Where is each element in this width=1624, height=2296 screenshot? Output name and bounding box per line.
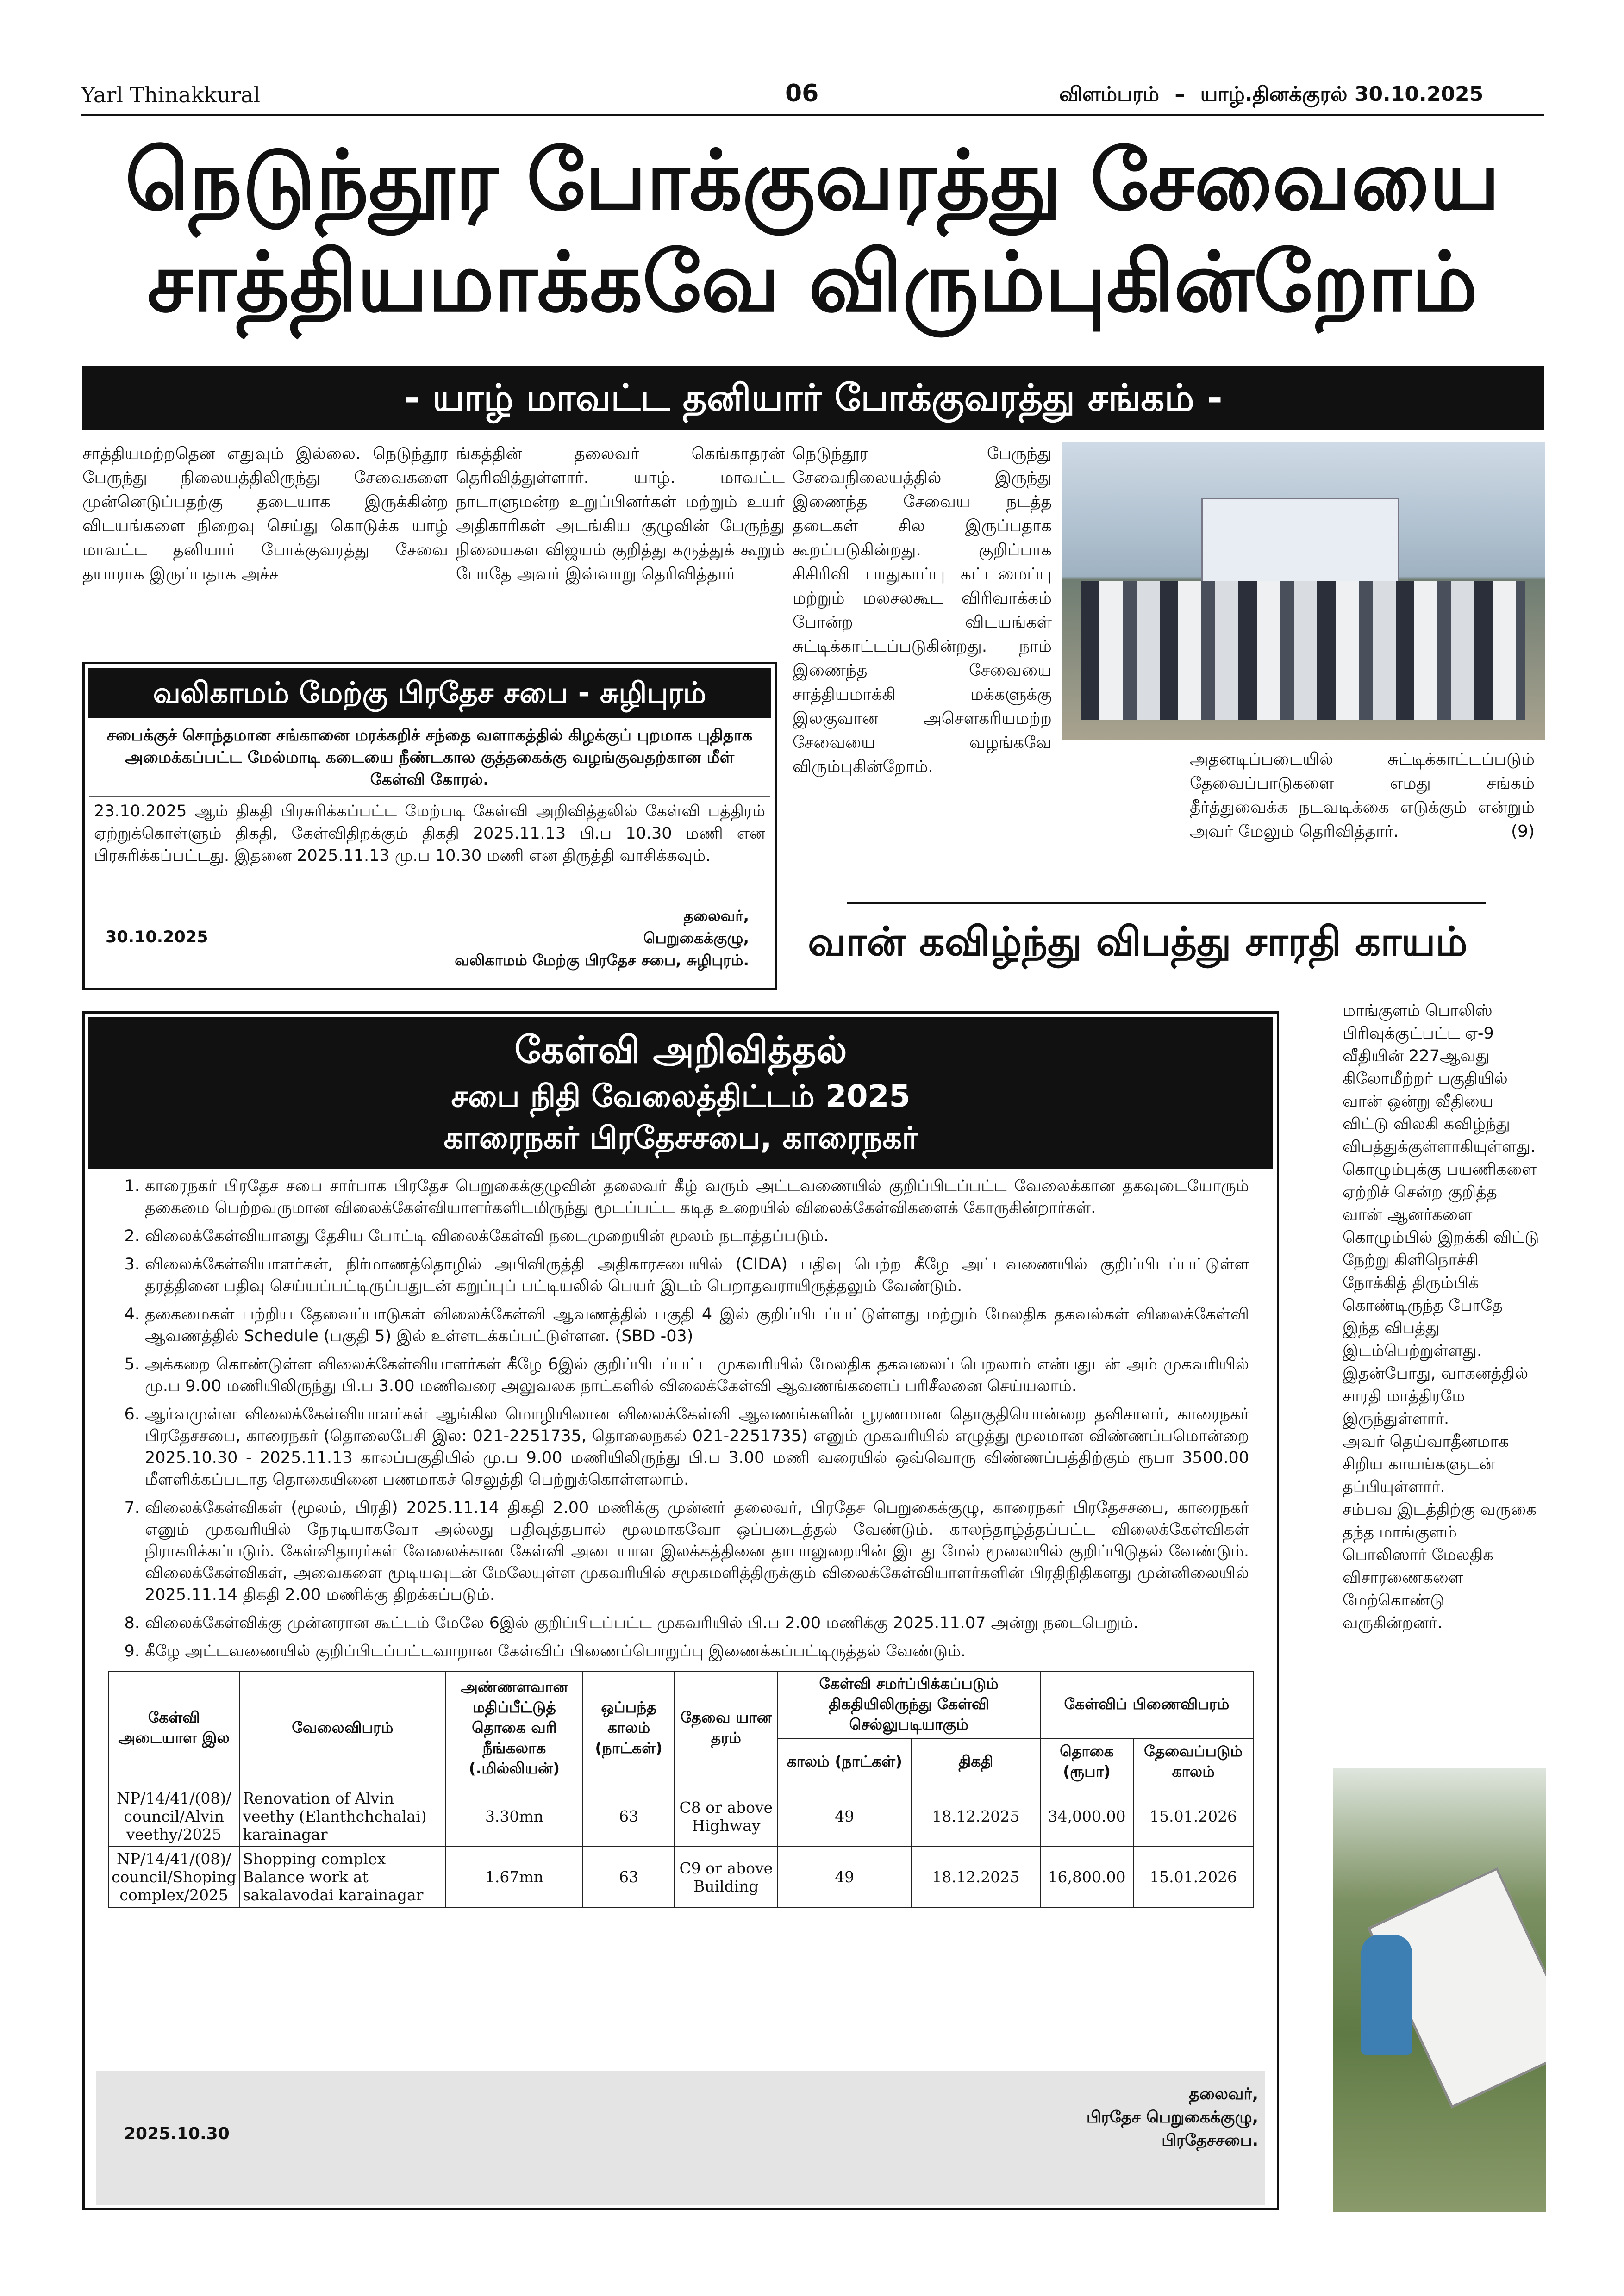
col-header: கேள்வி சமர்ப்பிக்கப்படும் திகதியிலிருந்து கேள்வி செல்லுபடியாகும் — [778, 1671, 1040, 1739]
col-header: தேவைப்படும் காலம் — [1133, 1739, 1253, 1786]
tender-item: 3. விலைக்கேள்வியாளர்கள், நிர்மாணத்தொழில் அபிவிருத்தி அதிகாரசபையில் (CIDA) பதிவு பெற்ற கீழே அட்டவணையில் குறிப்பிடப்பட்டுள்ள தரத்தினை பதிவு செய்யப்பட்டிருப்பதுடன் கறுப்புப் பட்டியலில் பெயர் இடம் பெறாதவராயிருத்தலும் வேண்டும். — [145, 1254, 1249, 1297]
cell-grade: C8 or above Highway — [675, 1786, 778, 1847]
bus-stand-photo — [1062, 442, 1545, 740]
page-number: 06 — [785, 80, 819, 107]
cell-until: 15.01.2026 — [1133, 1786, 1253, 1847]
tender-title: கேள்வி அறிவித்தல் — [514, 1028, 847, 1071]
article-text: அதனடிப்படையில் சுட்டிக்காட்டப்படும் தேவைப்பாடுகளை எமது சங்கம் தீர்த்துவைக்க நடவடிக்கை எடுக்கும் என்றும் அவர் மேலும் தெரிவித்தார். — [1190, 750, 1535, 841]
table-row — [108, 1786, 1253, 1847]
valikamam-title: வலிகாமம் மேற்கு பிரதேச சபை - சுழிபுரம் — [88, 668, 771, 718]
van-accident-photo — [1333, 1768, 1546, 2212]
sign-line: பிரதேச பெறுகைக்குழு, — [1086, 2108, 1258, 2127]
cell-estimate: 3.30mn — [445, 1786, 583, 1847]
cell-until: 15.01.2026 — [1133, 1847, 1253, 1907]
cell-estimate: 1.67mn — [445, 1847, 583, 1907]
sign-line: தலைவர், — [1188, 2085, 1258, 2103]
paper-tamil-name: யாழ்.தினக்குரல் — [1200, 82, 1348, 106]
col-header: காலம் (நாட்கள்) — [778, 1739, 912, 1786]
cell-id: NP/14/41/(08)/ council/Alvin veethy/2025 — [108, 1786, 239, 1847]
article-col-2 — [456, 442, 785, 586]
tender-table-wrap — [108, 1671, 1254, 1908]
cell-days: 49 — [778, 1847, 912, 1907]
tender-subtitle: சபை நிதி வேலைத்திட்டம் 2025 — [451, 1078, 911, 1114]
cell-period: 63 — [583, 1786, 675, 1847]
van-text: கொழும்புக்கு பயணிகளை ஏற்றிச் சென்ற குறித்த வான் ஆனர்களை கொழும்பில் இறக்கி விட்டு நேற்று கிளிநொச்சி நோக்கித் திரும்பிக் கொண்டிருந்த போதே இந்த விபத்து இடம்பெற்றுள்ளது. — [1343, 1160, 1539, 1360]
col-header: ஒப்பந்த காலம் (நாட்கள்) — [583, 1671, 675, 1786]
cell-days: 49 — [778, 1786, 912, 1847]
tender-date: 2025.10.30 — [124, 2124, 230, 2143]
header-info — [1059, 82, 1483, 109]
header-rule — [81, 114, 1544, 116]
col-header: திகதி — [912, 1739, 1040, 1786]
tender-item: 6. ஆர்வமுள்ள விலைக்கேள்வியாளர்கள் ஆங்கில மொழியிலான விலைக்கேள்வி ஆவணங்களின் பூரணமான தொகுதியொன்றை தவிசாளர், காரைநகர் பிரதேசசபை, காரைநகர் (தொலைபேசி இல: 021-2251735, தொலைநகல் 021-2251735) எனும் முகவரியில் எழுத்து மூலமான விண்ணப்பமொன்றை 2025.10.30 - 2025.11.13 காலப்பகுதியில் மு.ப 9.00 மணியிலிருந்து பி.ப 3.00 மணி வரையில் ஒவ்வொரு விண்ணப்பத்திற்கும் ரூபா 3500.00 மீளளிக்கப்படாத தொகையினை பணமாகச் செலுத்தி பெற்றுக்கொள்ளலாம். — [145, 1404, 1249, 1491]
valikamam-signature — [455, 905, 749, 971]
headline-line2: சாத்தியமாக்கவே விரும்புகின்றோம் — [147, 234, 1478, 330]
tender-header — [88, 1017, 1273, 1169]
cell-work: Shopping complex Balance work at sakalavodai karainagar — [239, 1847, 445, 1907]
col-header: கேள்வி அடையாள இல — [108, 1671, 239, 1786]
valikamam-subject: சபைக்குச் சொந்தமான சங்கானை மரக்கறிச் சந்தை வளாகத்தில் கிழக்குப் புறமாக புதிதாக அமைக்கப்பட்ட மேல்மாடி கடையை நீண்டகால குத்தகைக்கு வழங்குவதற்கான மீள் கேள்வி கோரல். — [106, 726, 753, 789]
person-figure — [1361, 1935, 1412, 2055]
col-header: தேவை யான தரம் — [675, 1671, 778, 1786]
col-header: வேலைவிபரம் — [239, 1671, 445, 1786]
col-header: கேள்விப் பிணைவிபரம் — [1040, 1671, 1253, 1739]
article-col-3 — [793, 442, 1052, 779]
cell-id: NP/14/41/(08)/ council/Shoping complex/2025 — [108, 1847, 239, 1907]
tender-notice — [82, 1011, 1279, 2210]
article-rule — [847, 902, 1486, 904]
tender-item: 5. அக்கறை கொண்டுள்ள விலைக்கேள்வியாளர்கள் கீழே 6இல் குறிப்பிடப்பட்ட முகவரியில் மேலதிக தகவலைப் பெறலாம் என்பதுடன் அம் முகவரியில் மு.ப 9.00 மணியிலிருந்து பி.ப 3.00 மணிவரை அலுவலக நாட்களில் விலைக்கேள்வி ஆவணங்களைப் பரிசீலனை செய்யலாம். — [145, 1354, 1249, 1397]
tender-item: 7. விலைக்கேள்விகள் (மூலம், பிரதி) 2025.11.14 திகதி 2.00 மணிக்கு முன்னர் தலைவர், பிரதேச பெறுகைக்குழு, காரைநகர் பிரதேசசபை, காரைநகர் எனும் முகவரியில் நேரடியாகவோ அல்லது பதிவுத்தபால் மூலமாகவோ ஒப்படைத்தல் வேண்டும். காலந்தாழ்த்தப்பட்ட விலைக்கேள்விகள் நிராகரிக்கப்படும். கேள்விதாரர்கள் வேலைக்கான கேள்வி அடையாள இலக்கத்தினை தாபாலுறையின் இடது மேல் மூலையில் குறிப்பிடுதல் வேண்டும். விலைக்கேள்விகள், அவைகளை மூடியவுடன் மேலேயுள்ள முகவரியில் சமூகமளித்திருக்கும் விலைக்கேள்வியாளர்களின் பிரதிநிதிகளது முன்னிலையில் 2025.11.14 திகதி 2.00 மணிக்கு திறக்கப்படும். — [145, 1497, 1249, 1606]
header-dash: – — [1174, 82, 1185, 106]
article-text: ங்கத்தின் தலைவர் கெங்காதரன் தெரிவித்துள்ளார். யாழ். மாவட்ட நாடாளுமன்ற உறுப்பினர்கள் மற்றும் உயர் அதிகாரிகள் அடங்கிய குழுவின் பேருந்து நிலையகள விஜயம் குறித்து கருத்துக் கூறும் போதே அவர் இவ்வாறு தெரிவித்தார் — [456, 444, 785, 584]
cell-period: 63 — [583, 1847, 675, 1907]
headline — [81, 130, 1544, 333]
tender-item: 9. கீழே அட்டவணையில் குறிப்பிடப்பட்டவாறான கேள்விப் பிணைப்பொறுப்பு இணைக்கப்பட்டிருத்தல் வேண்டும். — [145, 1641, 1249, 1662]
article-col-1 — [82, 442, 448, 586]
sign-line: பெறுகைக்குழு, — [643, 929, 749, 947]
article-ref: (9) — [1511, 822, 1535, 841]
van-text: சம்பவ இடத்திற்கு வருகை தந்த மாங்குளம் பொலிஸார் மேலதிக விசாரணைகளை மேற்கொண்டு வருகின்றனர். — [1343, 1500, 1537, 1632]
cell-amount: 16,800.00 — [1040, 1847, 1133, 1907]
sign-line: பிரதேசசபை. — [1162, 2131, 1258, 2150]
headline-line1: நெடுந்தூர போக்குவரத்து சேவையை — [125, 132, 1500, 228]
van-text: மாங்குளம் பொலிஸ் பிரிவுக்குட்பட்ட ஏ-9 வீதியின் 227ஆவது கிலோமீற்றர் பகுதியில் வான் ஒன்று வீதியை விட்டு விலகி கவிழ்ந்து விபத்துக்குள்ளாகியுள்ளது. — [1343, 1002, 1536, 1156]
sign-line: தலைவர், — [683, 907, 749, 925]
tender-item: 1. காரைநகர் பிரதேச சபை சார்பாக பிரதேச பெறுகைக்குழுவின் தலைவர் கீழ் வரும் அட்டவணையில் குறிப்பிடப்பட்ட வேலைக்கான தகவுடையோரும் தகைமை பெற்றவருமான விலைக்கேள்வியாளர்களிடமிருந்து மூடப்பட்ட கடித உறையில் விலைக்கேள்விகளைக் கோருகின்றார்கள். — [145, 1176, 1249, 1219]
article-col-4 — [1190, 747, 1535, 844]
cell-date: 18.12.2025 — [912, 1786, 1040, 1847]
cell-date: 18.12.2025 — [912, 1847, 1040, 1907]
van-article — [1343, 1000, 1542, 1635]
col-header: அண்ணளவான மதிப்பீட்டுத் தொகை வரி நீங்கலாக (.மில்லியன்) — [445, 1671, 583, 1786]
article-text: சாத்தியமற்றதென எதுவும் இல்லை. நெடுந்தூர பேருந்து நிலையத்திலிருந்து சேவைகளை முன்னெடுப்பதற்கு தடையாக இருக்கின்ற விடயங்களை நிறைவு செய்து கொடுக்க யாழ் மாவட்ட தனியார் போக்குவரத்து சேவை தயாராக இருப்பதாக அச்ச — [82, 444, 448, 584]
masthead-name: Yarl Thinakkural — [81, 82, 261, 107]
tender-signature — [1087, 2083, 1258, 2152]
sign-line: வலிகாமம் மேற்கு பிரதேச சபை, சுழிபுரம். — [455, 951, 749, 969]
article-text: நெடுந்தூர பேருந்து சேவைநிலையத்தில் இருந்து இணைந்த சேவைய நடத்த தடைகள் சில இருப்பதாக கூறப்படுகின்றது. குறிப்பாக சிசிரிவி பாதுகாப்பு கட்டமைப்பு மற்றும் மலசலகூட விரிவாக்கம் போன்ற விடயங்கள் சுட்டிக்காட்டப்படுகின்றது. நாம் இணைந்த சேவையை சாத்தியமாக்கி மக்களுக்கு இலகுவான அசௌகரியமற்ற சேவையை வழங்கவே விரும்புகின்றோம். — [793, 444, 1052, 776]
section-label: விளம்பரம் — [1059, 82, 1160, 106]
subhead-bar: - யாழ் மாவட்ட தனியார் போக்குவரத்து சங்கம் - — [82, 366, 1544, 430]
van-text: அவர் தெய்வாதீனமாக சிறிய காயங்களுடன் தப்பியுள்ளார். — [1343, 1432, 1509, 1496]
valikamam-date: 30.10.2025 — [106, 928, 208, 946]
valikamam-body: 23.10.2025 ஆம் திகதி பிரசுரிக்கப்பட்ட மேற்படி கேள்வி அறிவித்தலில் கேள்வி பத்திரம் ஏற்றுக்கொள்ளும் திகதி, கேள்விதிறக்கும் திகதி 2025.11.13 பி.ப 10.30 மணி என பிரசுரிக்கப்பட்டது. இதனை 2025.11.13 மு.ப 10.30 மணி என திருத்தி வாசிக்கவும். — [94, 802, 765, 865]
tender-council: காரைநகர் பிரதேசசபை, காரைநகர் — [443, 1120, 918, 1156]
van-headline: வான் கவிழ்ந்து விபத்து சாரதி காயம் — [808, 919, 1468, 965]
tender-item: 2. விலைக்கேள்வியானது தேசிய போட்டி விலைக்கேள்வி நடைமுறையின் மூலம் நடாத்தப்படும். — [145, 1226, 1249, 1247]
van-text: இதன்போது, வாகனத்தில் சாரதி மாத்திரமே இருந்துள்ளார். — [1343, 1364, 1529, 1428]
tender-table — [108, 1671, 1254, 1908]
cell-grade: C9 or above Building — [675, 1847, 778, 1907]
table-row — [108, 1847, 1253, 1907]
valikamam-notice — [82, 662, 777, 990]
tender-item: 8. விலைக்கேள்விக்கு முன்னரான கூட்டம் மேலே 6இல் குறிப்பிடப்பட்ட முகவரியில் பி.ப 2.00 மணிக்கு 2025.11.07 அன்று நடைபெறும். — [145, 1612, 1249, 1634]
cell-work: Renovation of Alvin veethy (Elanthchchalai) karainagar — [239, 1786, 445, 1847]
cell-amount: 34,000.00 — [1040, 1786, 1133, 1847]
col-header: தொகை (ரூபா) — [1040, 1739, 1133, 1786]
tender-item: 4. தகைமைகள் பற்றிய தேவைப்பாடுகள் விலைக்கேள்வி ஆவணத்தில் பகுதி 4 இல் குறிப்பிடப்பட்டுள்ளது மற்றும் மேலதிக தகவல்கள் விலைக்கேள்வி ஆவணத்தில் Schedule (பகுதி 5) இல் உள்ளடக்கப்பட்டுள்ளன. (SBD -03) — [145, 1304, 1249, 1347]
header-date: 30.10.2025 — [1354, 82, 1484, 106]
people-group — [1081, 581, 1525, 720]
tender-items — [145, 1176, 1249, 1662]
